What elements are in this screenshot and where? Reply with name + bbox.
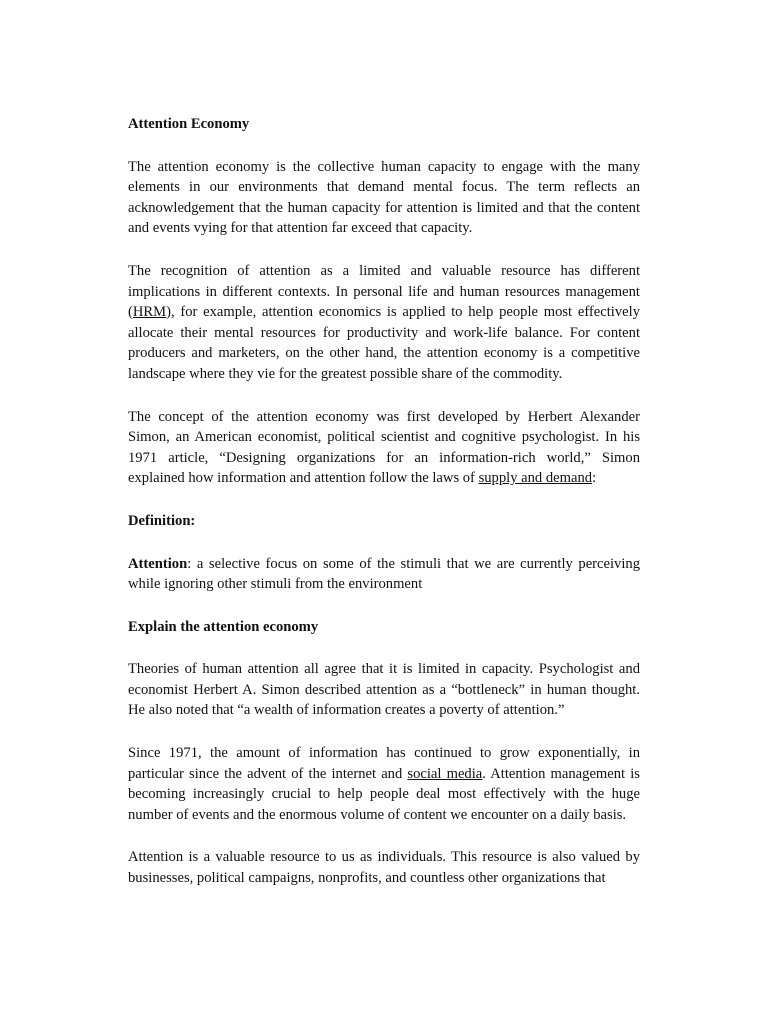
supply-and-demand-link[interactable]: supply and demand: [478, 470, 593, 487]
social-media-link[interactable]: social media: [407, 765, 483, 782]
paragraph-resource: Attention is a valuable resource to us as individuals. This resource is also valued by businesses, political campaigns, nonprofits, and countless other organizations that: [128, 849, 640, 887]
paragraph-concept: [128, 407, 640, 489]
paragraph-text: . Attention management is becoming increasingly crucial to help people deal most effectively with the huge number of events and the enormous volume of content we encounter on a daily basis.: [128, 765, 640, 823]
explain-heading: Explain the attention economy: [128, 618, 319, 635]
paragraph-definition: [128, 554, 640, 595]
definition-term: Attention: [128, 555, 188, 572]
definition-text: : a selective focus on some of the stimuli that we are currently perceiving while ignoring other stimuli from the environment: [128, 555, 640, 593]
paragraph-text: :: [592, 470, 597, 487]
definition-heading: Definition:: [128, 512, 196, 529]
paragraph-theories: Theories of human attention all agree that it is limited in capacity. Psychologist and economist Herbert A. Simon described attention as a “bottleneck” in human thought. He also noted that “a wealth of information creates a poverty of attention.”: [128, 661, 640, 719]
document-page: [128, 114, 640, 889]
paragraph-text: Since 1971, the amount of information has continued to grow exponentially, in particular since the advent of the internet and: [128, 745, 640, 782]
paragraph-growth: [128, 743, 640, 825]
paragraph-text: The recognition of attention as a limited and valuable resource has different implications in different contexts. In personal life and human resources management (: [128, 262, 640, 321]
hrm-link[interactable]: HRM: [132, 304, 167, 321]
paragraph-recognition: [128, 261, 640, 385]
paragraph-text: ), for example, attention economics is applied to help people most effectively allocate their mental resources for productivity and work-life balance. For content producers and marketers, on the other hand, the attention economy is a competitive landscape where they vie for the greatest possible share of the commodity.: [128, 304, 640, 382]
paragraph-intro: The attention economy is the collective human capacity to engage with the many elements in our environments that demand mental focus. The term reflects an acknowledgement that the human capacity for attention is limited and that the content and events vying for that attention far exceed that capacity.: [128, 158, 640, 237]
document-title: Attention Economy: [128, 116, 250, 132]
paragraph-text: The concept of the attention economy was first developed by Herbert Alexander Simon, an American economist, political scientist and cognitive psychologist. In his 1971 article, “Designing organizations for an information-rich world,” Simon explained how information and attention follow the laws of: [128, 408, 640, 487]
